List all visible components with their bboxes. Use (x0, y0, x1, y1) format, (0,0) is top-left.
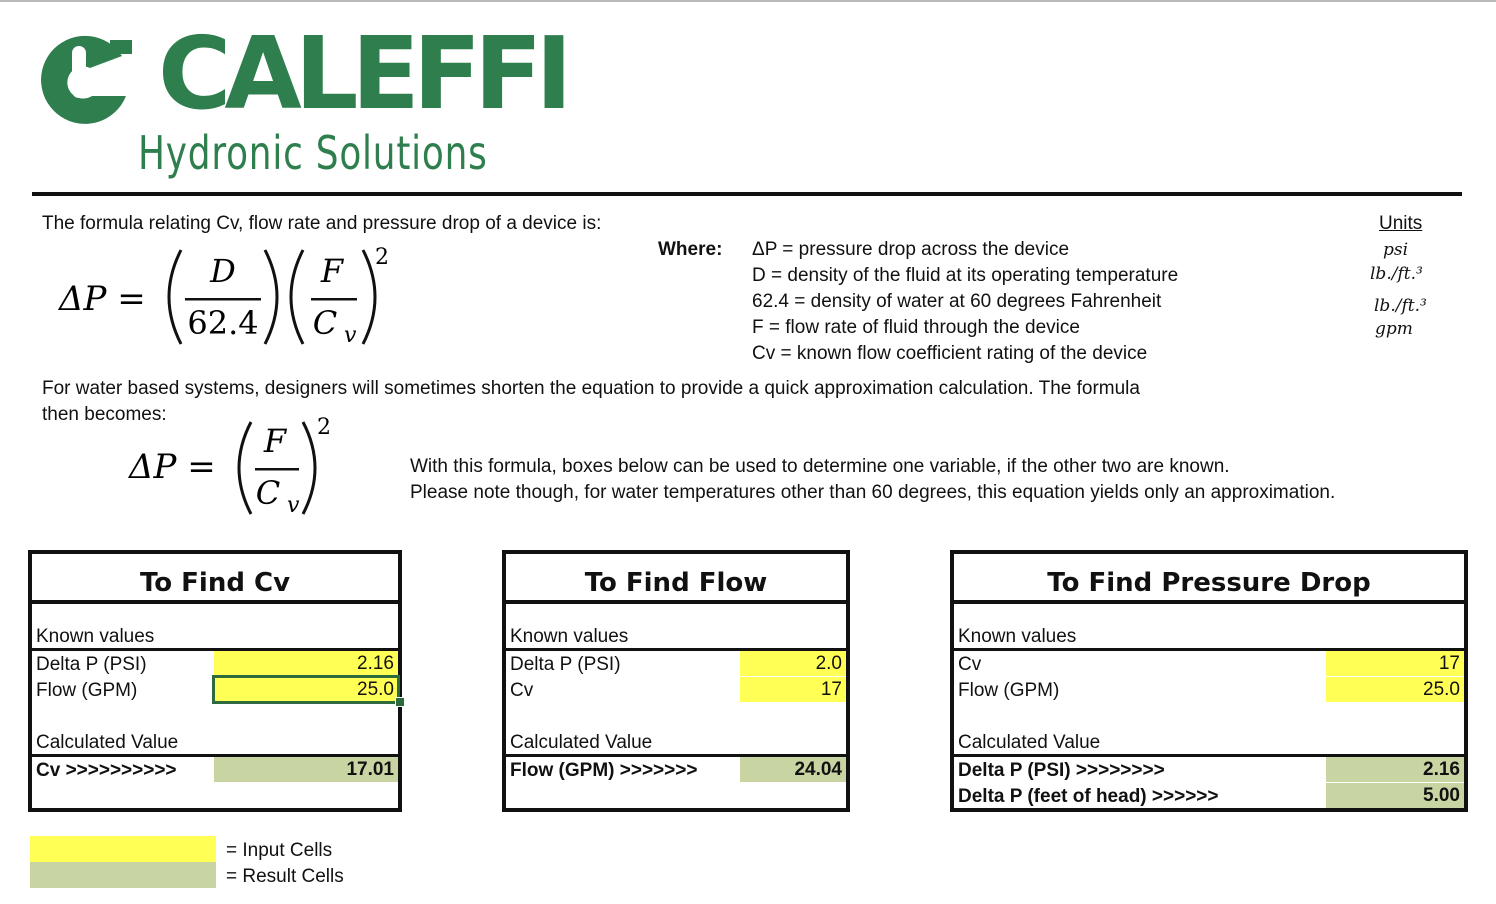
formula1-sub: v (344, 323, 357, 348)
result-label-delta-p-feet: Delta P (feet of head) >>>>>> (958, 786, 1219, 807)
calculated-value-label: Calculated Value (36, 732, 179, 753)
legend-input-label: = Input Cells (226, 840, 333, 861)
input-cv[interactable]: 17 (1326, 651, 1464, 676)
where-line-pressure: ΔP = pressure drop across the device (752, 239, 1070, 260)
formula2-sub: v (287, 493, 300, 517)
input-delta-p[interactable]: 2.0 (740, 651, 846, 676)
legend-input-swatch (30, 836, 216, 862)
unit-density: lb./ft.³ (1370, 264, 1423, 284)
caleffi-logo (30, 15, 566, 190)
result-label-delta-p-psi: Delta P (PSI) >>>>>>>> (958, 760, 1165, 781)
header-rule (32, 192, 1462, 196)
row-label-flow: Flow (GPM) (36, 680, 138, 701)
input-flow[interactable]: 25.0 (1326, 677, 1464, 702)
formula2-lhs: ΔP = (129, 447, 216, 487)
legend-result-swatch (30, 862, 216, 888)
where-line-cv: Cv = known flow coefficient rating of the device (752, 343, 1148, 364)
formula2-den: C (255, 474, 281, 512)
calculated-value-label: Calculated Value (510, 732, 653, 753)
note-line1: With this formula, boxes below can be used to determine one variable, if the other two are known. (410, 456, 1230, 477)
row-label-delta-p: Delta P (PSI) (36, 654, 147, 675)
row-label-cv: Cv (510, 680, 534, 701)
fill-handle[interactable] (395, 697, 405, 707)
top-border (0, 0, 1496, 2)
caleffi-mark-icon (30, 34, 140, 132)
where-line-density: D = density of the fluid at its operating temperature (752, 265, 1179, 286)
shorten-text-line2: then becomes: (42, 404, 167, 425)
where-line-flow: F = flow rate of fluid through the device (752, 317, 1080, 338)
input-delta-p[interactable]: 2.16 (214, 651, 398, 676)
formula2-exp: 2 (317, 415, 331, 440)
formula1-exp: 2 (375, 245, 389, 270)
known-values-label: Known values (958, 626, 1077, 647)
unit-gpm: gpm (1375, 319, 1413, 339)
unit-psi: psi (1383, 240, 1409, 260)
shorten-text-line1: For water based systems, designers will sometimes shorten the equation to provide a quick approximation calculation. The formula (42, 378, 1140, 399)
formula2-num: F (263, 422, 287, 460)
intro-text: The formula relating Cv, flow rate and pressure drop of a device is: (42, 213, 602, 234)
formula1-den2: C (312, 304, 338, 342)
result-delta-p-psi: 2.16 (1326, 757, 1464, 782)
formula1-den1: 62.4 (187, 304, 259, 342)
result-label-cv: Cv >>>>>>>>>> (36, 760, 177, 781)
input-cv[interactable]: 17 (740, 677, 846, 702)
calculator-find-cv (28, 550, 402, 812)
calculator-find-flow (502, 550, 850, 812)
result-delta-p-feet: 5.00 (1326, 783, 1464, 808)
calculator-title: To Find Flow (506, 554, 846, 604)
formula1-num2: F (320, 252, 344, 290)
calculator-title: To Find Pressure Drop (954, 554, 1464, 604)
result-flow: 24.04 (740, 757, 846, 782)
result-label-flow: Flow (GPM) >>>>>>> (510, 760, 698, 781)
where-label: Where: (658, 239, 723, 260)
result-cv: 17.01 (214, 757, 398, 782)
formula1-lhs: ΔP = (59, 279, 146, 319)
brand-name: CALEFFI (158, 15, 566, 132)
units-heading: Units (1379, 213, 1423, 234)
brand-tagline: Hydronic Solutions (138, 126, 488, 180)
formula-full (55, 240, 405, 355)
row-label-cv: Cv (958, 654, 982, 675)
row-label-delta-p: Delta P (PSI) (510, 654, 621, 675)
input-flow[interactable]: 25.0 (214, 677, 398, 702)
calculator-title: To Find Cv (32, 554, 398, 604)
known-values-label: Known values (510, 626, 629, 647)
calculated-value-label: Calculated Value (958, 732, 1101, 753)
formula1-num1: D (210, 252, 236, 290)
calculator-find-pressure-drop (950, 550, 1468, 812)
note-line2: Please note though, for water temperatures other than 60 degrees, this equation yields only an approximation. (410, 482, 1336, 503)
legend-result-label: = Result Cells (226, 866, 344, 887)
unit-density-water: lb./ft.³ (1374, 296, 1427, 316)
row-label-flow: Flow (GPM) (958, 680, 1060, 701)
where-line-water: 62.4 = density of water at 60 degrees Fahrenheit (752, 291, 1162, 312)
known-values-label: Known values (36, 626, 155, 647)
formula-short (125, 412, 355, 517)
